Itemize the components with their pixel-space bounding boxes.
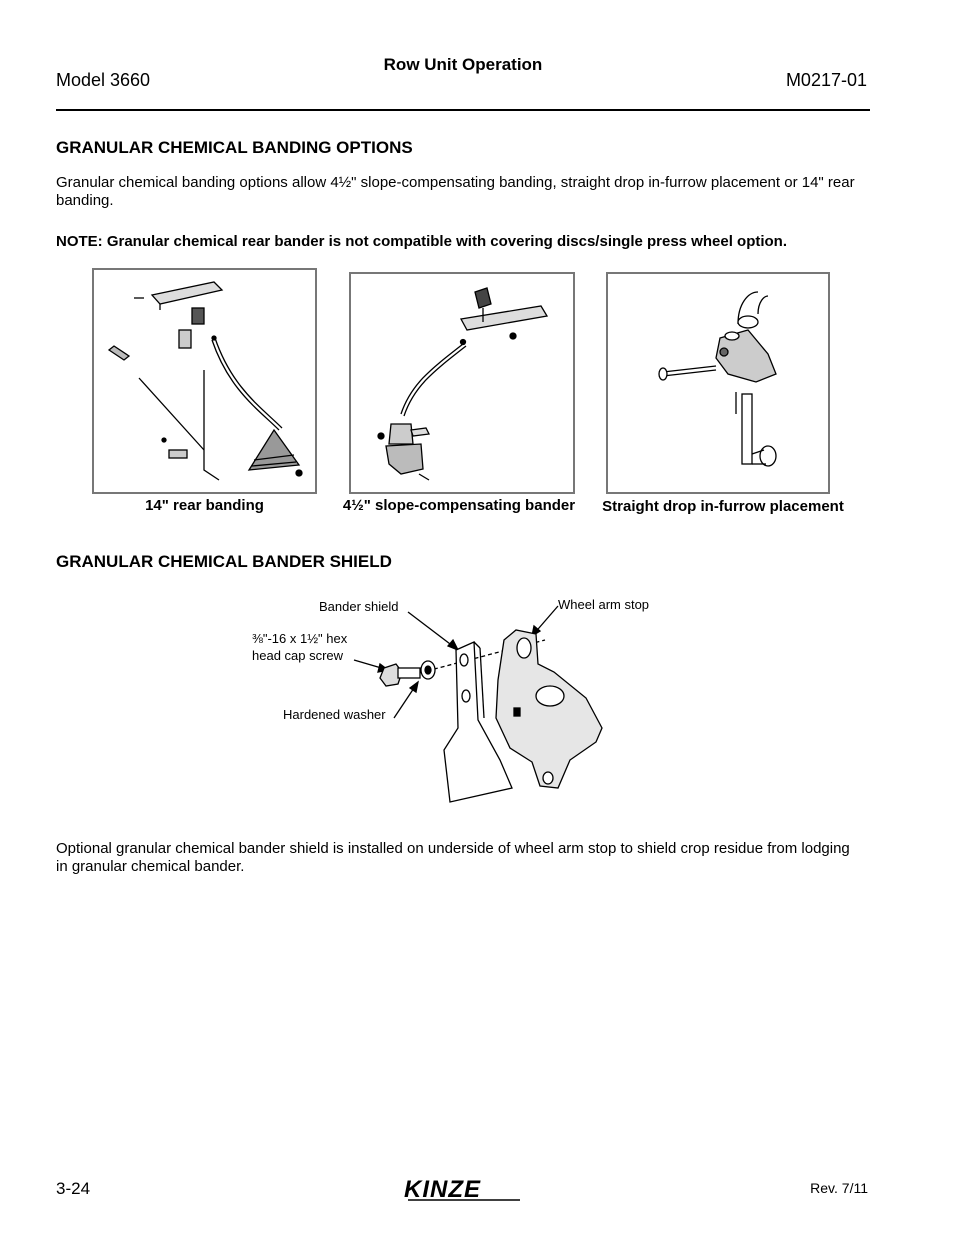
callout-screw-line2: head cap screw <box>252 648 344 663</box>
figure-slope-compensating-bander <box>349 272 575 494</box>
callout-screw-line1: ⅜"-16 x 1½" hex <box>252 631 348 646</box>
svg-text:KINZE: KINZE <box>404 1176 481 1202</box>
document-number: M0217-01 <box>785 70 867 90</box>
caption-straight-drop: Straight drop in-furrow placement <box>602 498 844 515</box>
slope-bander-illustration <box>351 274 573 492</box>
compatibility-note: NOTE: Granular chemical rear bander is not compatible with covering discs/single press wheel option. <box>56 233 788 250</box>
header-divider <box>56 109 870 111</box>
callout-hardened-washer: Hardened washer <box>283 707 386 722</box>
page-number: 3-24 <box>56 1179 91 1198</box>
figure-straight-drop <box>606 272 830 494</box>
callout-wheel-arm-stop: Wheel arm stop <box>558 597 650 612</box>
kinze-logo <box>402 1176 524 1202</box>
callout-bander-shield: Bander shield <box>319 599 399 614</box>
bander-shield-diagram <box>340 600 640 815</box>
figure-rear-banding <box>92 268 317 494</box>
bander-shield-paragraph: Optional granular chemical bander shield is installed on underside of wheel arm stop to shield crop residue from lodging in granular chemical bander. <box>56 840 850 875</box>
section-title-banding-options: GRANULAR CHEMICAL BANDING OPTIONS <box>56 138 413 157</box>
section-header: Row Unit Operation <box>383 55 543 74</box>
model-label: Model 3660 <box>56 70 151 90</box>
rear-banding-illustration <box>94 270 315 492</box>
caption-rear-banding: 14" rear banding <box>145 497 264 514</box>
caption-slope-compensating-bander: 4½" slope-compensating bander <box>342 497 576 514</box>
section-title-bander-shield: GRANULAR CHEMICAL BANDER SHIELD <box>56 552 392 571</box>
straight-drop-illustration <box>608 274 828 492</box>
banding-options-paragraph: Granular chemical banding options allow 4½" slope-compensating banding, straight drop in-furrow placement or 14" rear banding. <box>56 174 855 209</box>
revision-date: Rev. 7/11 <box>810 1180 868 1196</box>
